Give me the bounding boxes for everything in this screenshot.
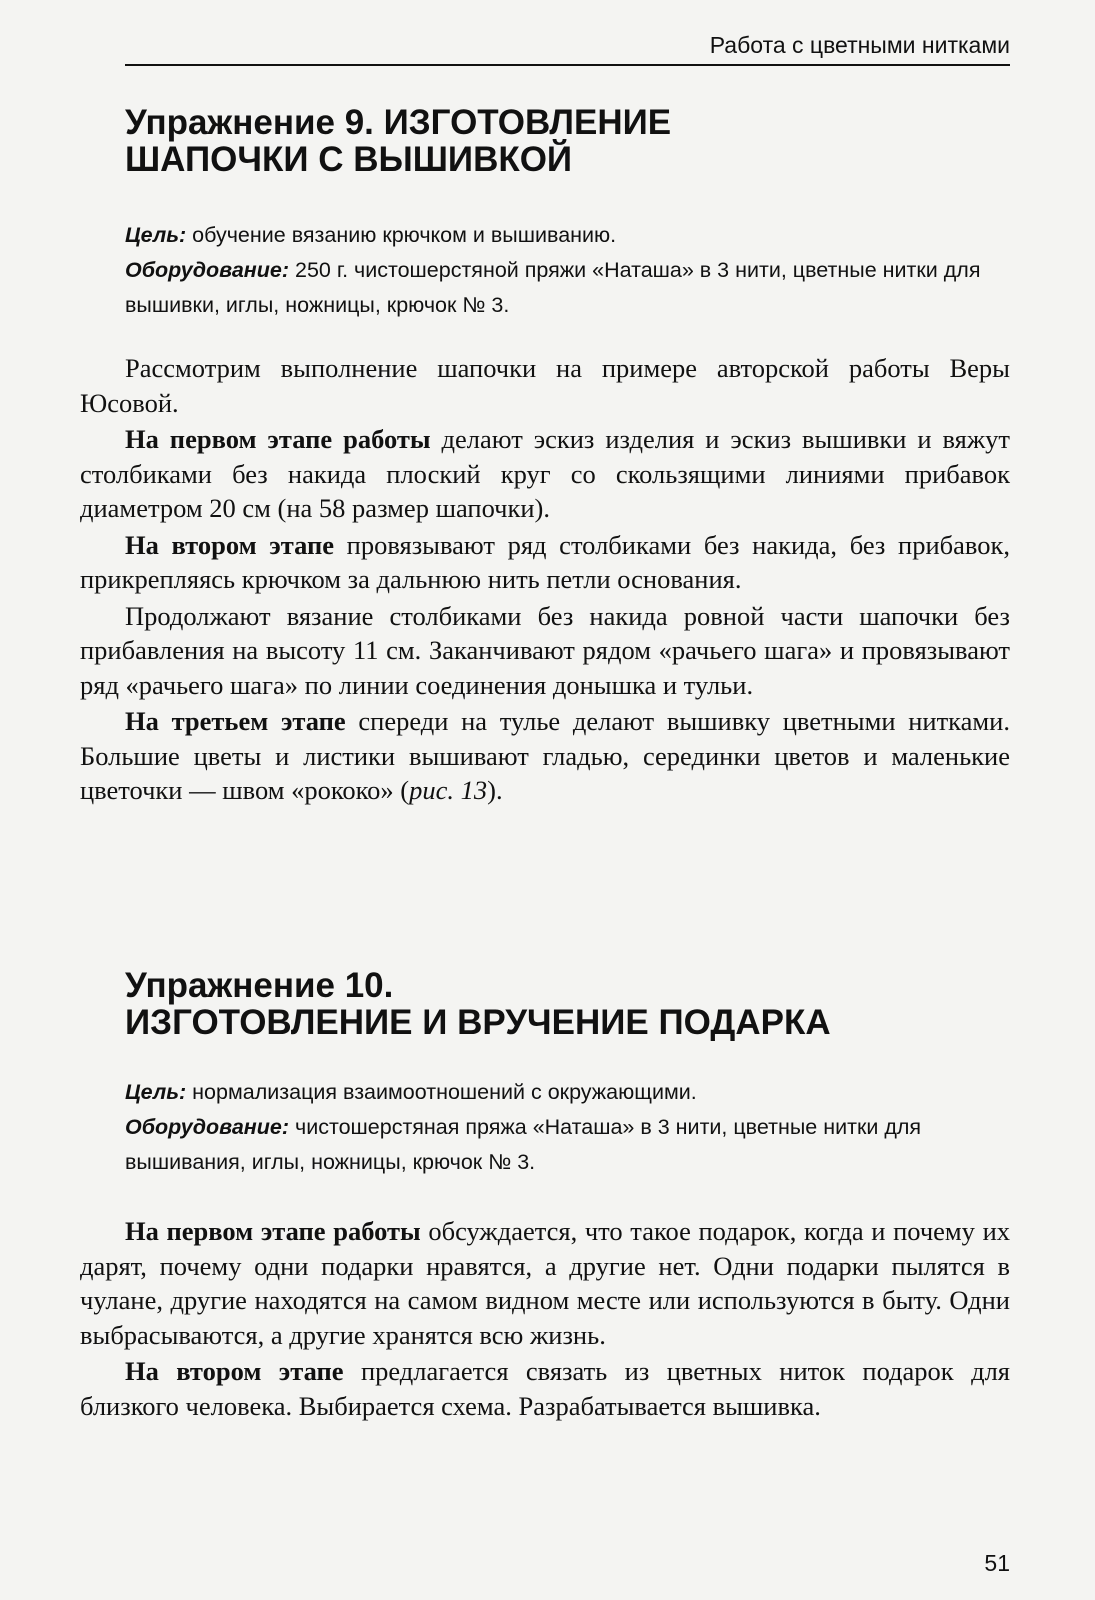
goal-text: обучение вязанию крючком и вышиванию.	[186, 223, 617, 247]
paragraph	[80, 704, 1010, 808]
equipment-label: Оборудование:	[125, 1115, 290, 1139]
stage-text: провязывают ряд столбиками без накида, без прибавок, прикрепляясь крючком за дальнюю нить петли основания.	[80, 529, 1010, 594]
paragraph: Продолжают вязание столбиками без накида ровной части шапочки без прибавления на высоту 11 см. Заканчивают рядом «рачьего шага» и провязывают ряд «рачьего шага» по линии соединения донышка и тульи.	[80, 600, 1010, 700]
exercise-9-title	[125, 104, 1005, 178]
stage-text: делают эскиз изделия и эскиз вышивки и вяжут столбиками без накида плоский круг со скользящими линиями прибавок диаметром 20 см (на 58 размер шапочки).	[80, 424, 1011, 523]
exercise-9-goal	[125, 218, 1010, 253]
goal-label: Цель:	[125, 1080, 187, 1104]
exercise-10-body	[80, 1214, 1010, 1423]
stage-lead: На первом этапе работы	[125, 1216, 421, 1246]
stage-text: предлагается связать из цветных ниток подарок для близкого человека. Выбирается схема. Разрабатывается вышивка.	[80, 1356, 1010, 1421]
exercise-10-title-line2: ИЗГОТОВЛЕНИЕ И ВРУЧЕНИЕ ПОДАРКА	[125, 1003, 831, 1042]
stage-lead: На втором этапе	[125, 1356, 344, 1386]
stage-lead: На втором этапе	[125, 529, 335, 560]
stage-lead: На третьем этапе	[125, 706, 346, 736]
stage-text: спереди на тулье делают вышивку цветными нитками. Большие цветы и листики вышивают гладью, серединки цветов и маленькие цветочки — швом «рококо» (	[80, 706, 1010, 805]
exercise-10-title	[125, 967, 1005, 1041]
exercise-10-goal-block	[125, 1075, 1010, 1180]
stage-text-end: ).	[487, 775, 503, 805]
goal-label: Цель:	[125, 223, 187, 247]
paragraph: Рассмотрим выполнение шапочки на примере авторской работы Веры Юсовой.	[80, 353, 1010, 418]
equipment-text: чистошерстяная пряжа «Наташа» в 3 нити, цветные нитки для вышивания, иглы, ножницы, крючок № 3.	[125, 1115, 922, 1174]
page-number: 51	[984, 1550, 1010, 1576]
exercise-9-title-line1: Упражнение 9. ИЗГОТОВЛЕНИЕ	[125, 103, 672, 142]
exercise-9-body	[80, 351, 1010, 808]
stage-text: обсуждается, что такое подарок, когда и почему их дарят, почему одни подарки нравятся, а другие нет. Одни подарки пылятся в чулане, другие находятся на самом видном месте или используются в быту. Одни выбрасываются, а другие хранятся всю жизнь.	[80, 1216, 1011, 1350]
equipment-text: 250 г. чистошерстяной пряжи «Наташа» в 3 нити, цветные нитки для вышивки, иглы, ножницы, крючок № 3.	[125, 258, 981, 317]
paragraph	[80, 1214, 1010, 1352]
equipment-label: Оборудование:	[125, 258, 290, 282]
goal-text: нормализация взаимоотношений с окружающими.	[186, 1080, 697, 1104]
running-header: Работа с цветными нитками	[125, 30, 1010, 66]
exercise-9-title-line2: ШАПОЧКИ С ВЫШИВКОЙ	[125, 140, 573, 179]
figure-reference: рис. 13	[409, 775, 488, 805]
exercise-10-goal	[125, 1075, 1010, 1110]
paragraph	[80, 422, 1010, 526]
exercise-10-equipment	[125, 1110, 1010, 1180]
paragraph	[80, 1354, 1010, 1423]
exercise-9-goal-block	[125, 218, 1010, 323]
exercise-10-title-line1: Упражнение 10.	[125, 966, 394, 1005]
exercise-9-equipment	[125, 253, 1010, 323]
paragraph	[80, 528, 1010, 597]
stage-lead: На первом этапе работы	[125, 424, 431, 454]
